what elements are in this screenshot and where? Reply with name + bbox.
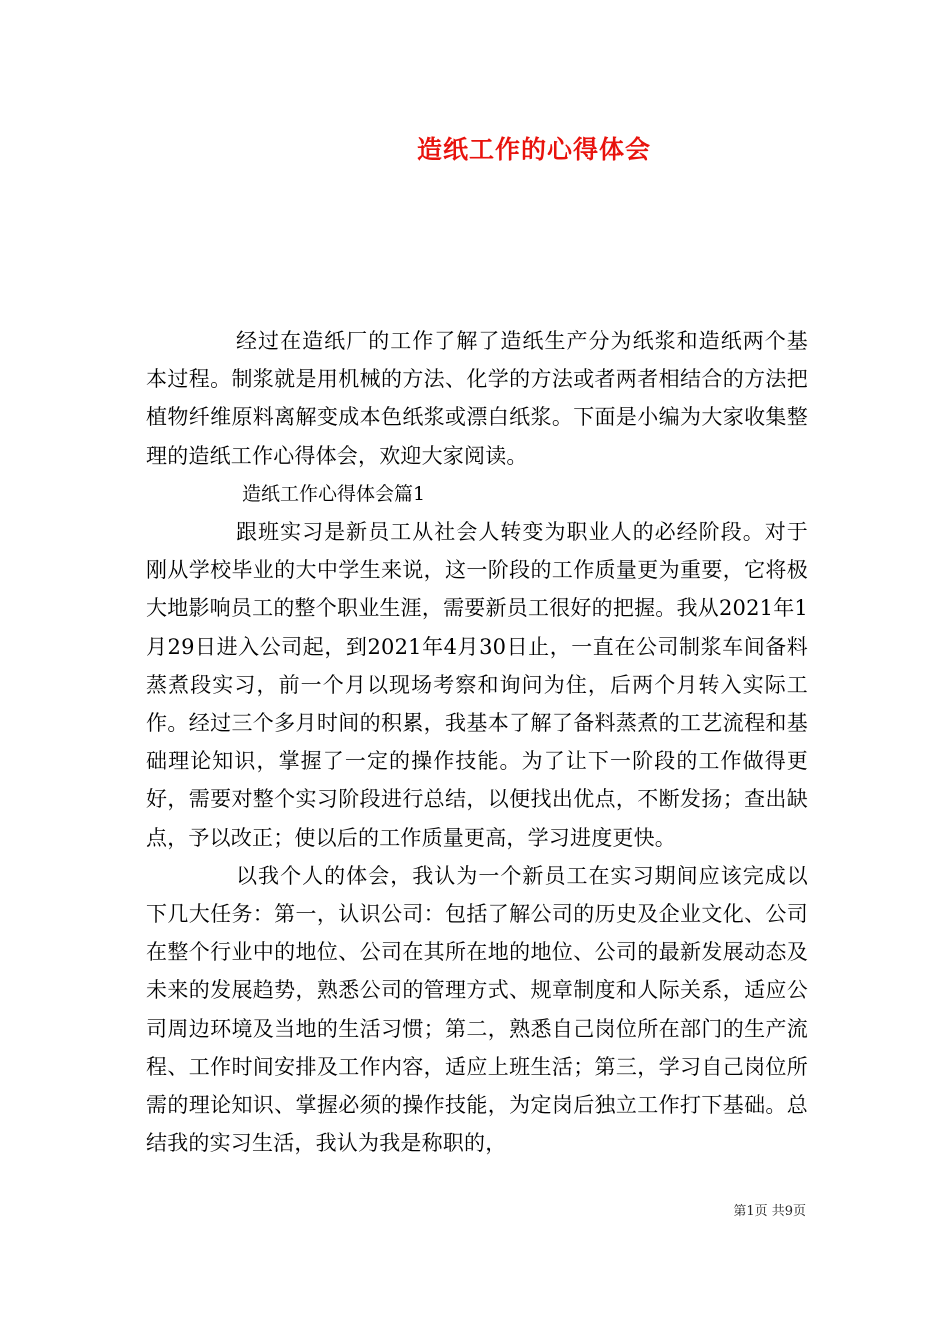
- intro-paragraph: 经过在造纸厂的工作了解了造纸生产分为纸浆和造纸两个基本过程。制浆就是用机械的方法、化学的方法或者两者相结合的方法把植物纤维原料离解变成本色纸浆或漂白纸浆。下面是小编为大家收集整理的造纸工作心得体会，欢迎大家阅读。: [146, 329, 808, 468]
- body-paragraph: 以我个人的体会，我认为一个新员工在实习期间应该完成以下几大任务：第一，认识公司：包括了解公司的历史及企业文化、公司在整个行业中的地位、公司在其所在地的地位、公司的最新发展动态及未来的发展趋势，熟悉公司的管理方式、规章制度和人际关系，适应公司周边环境及当地的生活习惯；第二，熟悉自己岗位所在部门的生产流程、工作时间安排及工作内容，适应上班生活；第三，学习自己岗位所需的理论知识、掌握必须的操作技能，为定岗后独立工作打下基础。总结我的实习生活，我认为我是称职的，: [146, 863, 808, 1156]
- body-paragraph: 跟班实习是新员工从社会人转变为职业人的必经阶段。对于刚从学校毕业的大中学生来说，这一阶段的工作质量更为重要，它将极大地影响员工的整个职业生涯，需要新员工很好的把握。我从2021年1月29日进入公司起，到2021年4月30日止，一直在公司制浆车间备料蒸煮段实习，前一个月以现场考察和询问为住，后两个月转入实际工作。经过三个多月时间的积累，我基本了解了备料蒸煮的工艺流程和基础理论知识，掌握了一定的操作技能。为了让下一阶段的工作做得更好，需要对整个实习阶段进行总结，以便找出优点，不断发扬；查出缺点，予以改正；使以后的工作质量更高，学习进度更快。: [146, 520, 808, 850]
- section-heading: 造纸工作心得体会篇1: [242, 482, 426, 505]
- page-number-footer: 第1页 共9页: [733, 1204, 806, 1219]
- document-title: 造纸工作的心得体会: [416, 135, 651, 164]
- document-body: [146, 322, 808, 1162]
